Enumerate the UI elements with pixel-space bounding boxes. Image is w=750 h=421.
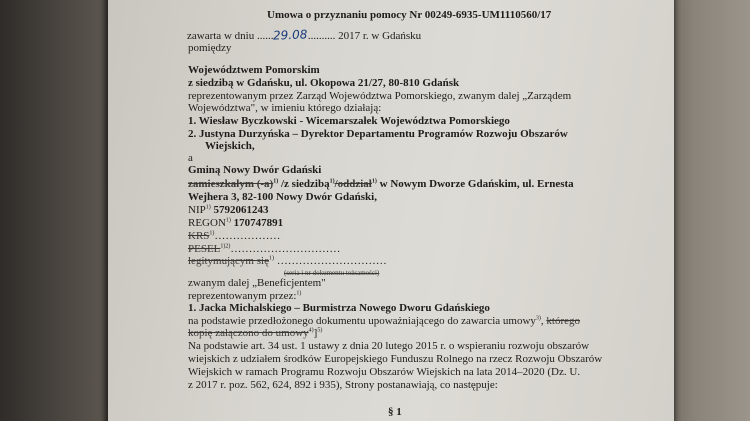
krs-label: KRS	[188, 230, 210, 242]
footnote-ref: 1)	[268, 255, 274, 262]
party1-address: z siedzibą w Gdańsku, ul. Okopowa 21/27, 80-810 Gdańsk	[188, 77, 460, 89]
footnote-ref: 1)	[371, 178, 377, 185]
legal-basis-3: Wiejskich w ramach Programu Rozwoju Obszarów Wiejskich na lata 2014–2020 (Dz. U.	[188, 366, 581, 378]
regon-label: REGON	[188, 217, 226, 229]
contract-page	[108, 0, 674, 421]
footnote-ref: 1)	[209, 230, 215, 237]
party1-represented: reprezentowanym przez Zarząd Województwa Pomorskiego, zwanym dalej „Zarządem	[188, 90, 572, 102]
pesel-blank: …………………………	[230, 243, 341, 255]
struck-copy-attached: kopię załączono do umowy	[188, 327, 309, 339]
date-prefix: zawarta w dniu ......	[187, 30, 274, 42]
nip-value: 5792061243	[210, 204, 269, 216]
id-label: legitymującym się	[188, 255, 269, 267]
authorization-line	[188, 315, 580, 327]
footnote-ref: 5)	[317, 327, 323, 334]
copy-attached-line	[188, 327, 322, 339]
authorization-sep: ,	[540, 315, 547, 327]
regon-value: 170747891	[230, 217, 284, 229]
party2-name: Gminą Nowy Dwór Gdański	[188, 164, 322, 176]
seat-text: /z siedzibą	[278, 178, 330, 190]
footnote-ref: 3)	[535, 315, 541, 322]
party2-seat-line	[188, 178, 574, 190]
seat-address: w Nowym Dworze Gdańskim, ul. Ernesta	[376, 178, 574, 190]
footnote-ref: 1)	[329, 178, 335, 185]
bracket: ]	[313, 327, 318, 339]
authorization-text: na podstawie przedłożonego dokumentu upoważniającego do zawarcia umowy	[188, 315, 536, 327]
footnote-ref: 1)	[205, 204, 211, 211]
beneficiary-representative: 1. Jacka Michalskiego – Burmistrza Nowego Dworu Gdańskiego	[188, 302, 490, 314]
struck-branch: /oddział	[334, 178, 372, 190]
representative-2: 2. Justyna Durzyńska – Dyrektor Departamentu Programów Rozwoju Obszarów	[188, 128, 568, 140]
footnote-ref: 1)	[296, 290, 302, 297]
legal-basis-1: Na podstawie art. 34 ust. 1 ustawy z dnia 20 lutego 2015 r. o wspieraniu rozwoju obszarów	[188, 340, 590, 352]
pesel-line	[188, 243, 340, 255]
footnote-ref: 1)	[273, 178, 279, 185]
date-line	[187, 29, 421, 42]
id-caption: (seria i nr dokumentu tożsamości)	[284, 269, 380, 277]
date-suffix: .......... 2017 r. w Gdańsku	[307, 30, 422, 42]
handwritten-date: 29.08	[273, 27, 309, 43]
footnote-ref: 1)2)	[220, 243, 231, 250]
struck-resident: zamieszkałym (-a)	[188, 178, 274, 190]
representative-1: 1. Wiesław Byczkowski - Wicemarszałek Województwa Pomorskiego	[188, 115, 510, 127]
nip-line	[188, 204, 268, 216]
id-line	[188, 255, 387, 267]
legal-basis-2: wiejskich z udziałem środków Europejskiego Funduszu Rolnego na rzecz Rozwoju Obszarów	[188, 353, 603, 365]
regon-line	[188, 217, 283, 229]
legal-basis-4: z 2017 r. poz. 562, 624, 892 i 935), Strony postanawiają, co następuje:	[188, 379, 498, 391]
footnote-ref: 4)	[308, 327, 314, 334]
id-blank: …………………………	[273, 255, 387, 267]
represented-by-text: reprezentowanym przez:	[188, 290, 297, 302]
and-text: a	[188, 152, 193, 164]
krs-line	[188, 230, 280, 242]
document-title: Umowa o przyznaniu pomocy Nr 00249-6935-UM1110560/17	[267, 9, 552, 21]
between-text: pomiędzy	[188, 42, 232, 54]
nip-label: NIP	[188, 204, 206, 216]
party2-address: Wejhera 3, 82-100 Nowy Dwór Gdański,	[188, 191, 377, 203]
section-heading: § 1	[388, 406, 402, 418]
pesel-label: PESEL	[188, 243, 221, 255]
party1-represented-cont: Województwa", w imieniu którego działają:	[188, 102, 382, 114]
representative-2-cont: Wiejskich,	[205, 140, 255, 152]
beneficiary-definition: zwanym dalej „Beneficjentem"	[188, 277, 326, 289]
struck-which: którego	[546, 315, 581, 327]
party1-name: Województwem Pomorskim	[188, 64, 320, 76]
krs-blank: ………………	[214, 230, 281, 242]
footnote-ref: 1)	[225, 217, 231, 224]
represented-by-line	[188, 290, 301, 302]
